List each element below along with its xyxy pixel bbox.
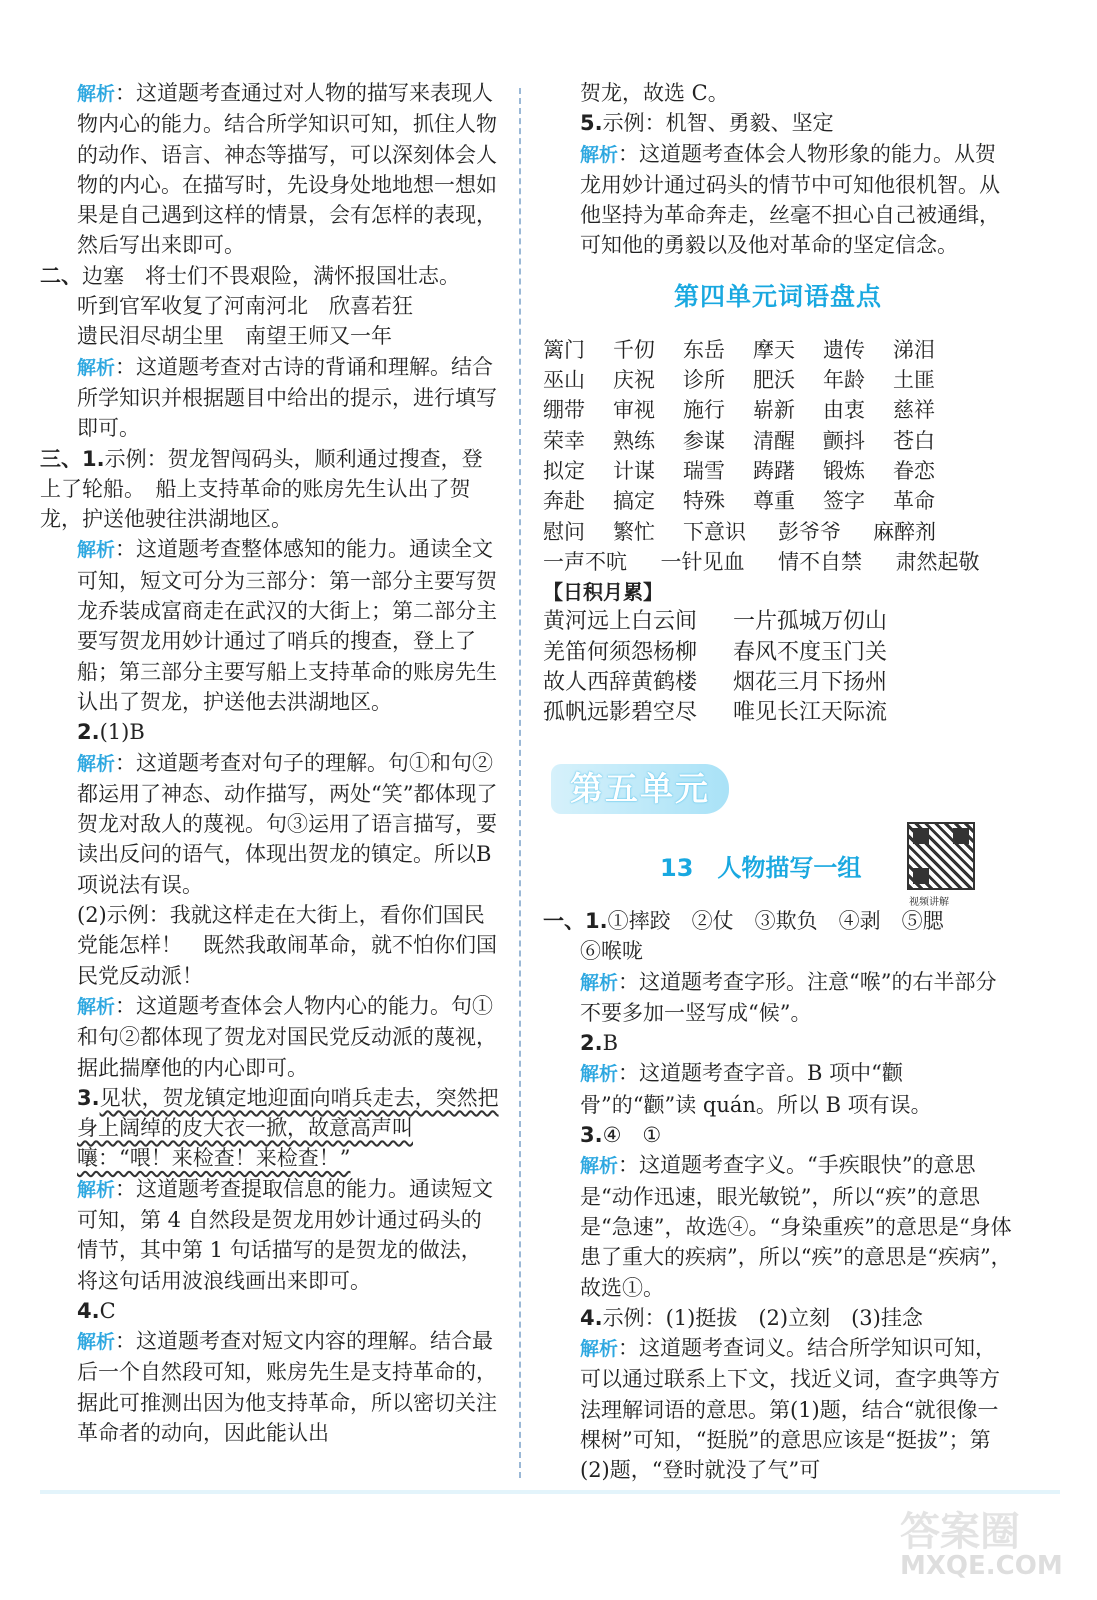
analysis-text: ：这道题考查字音。B 项中“颧骨”的“颧”读 quán。所以 B 项有误。: [580, 1061, 932, 1117]
analysis-paragraph: [40, 1326, 500, 1448]
word: 签字: [823, 489, 865, 514]
answer-text: 遗民泪尽胡尘里 南望王师又一年: [77, 324, 392, 349]
poem-line: [543, 698, 1013, 728]
analysis-paragraph: [40, 534, 500, 717]
word: 慈祥: [893, 398, 935, 423]
word: 奔赴: [543, 489, 585, 514]
analysis-paragraph: [40, 991, 500, 1083]
word: 尊重: [753, 489, 795, 514]
analysis-tag: 解析: [580, 1063, 619, 1086]
analysis-tag: 解析: [77, 83, 116, 105]
word: 荣幸: [543, 428, 585, 453]
analysis-text: ：这道题考查词义。结合所学知识可知，可以通过联系上下文，找近义词，查字典等方法理解词语的意思。第(1)题，结合“就很像一棵树”可知，“挺脱”的意思应该是“挺拔”；第(2)题，“登时就没了气”可: [580, 1336, 1000, 1483]
poem-verse: 黄河远上白云间: [543, 609, 698, 635]
poem-line: [543, 607, 1013, 637]
watermark-logo: [900, 1500, 1063, 1581]
answer-text: 边塞 将士们不畏艰险，满怀报国壮志。: [82, 263, 460, 288]
answer-text: 示例：机智、勇毅、坚定: [602, 111, 834, 136]
word: 革命: [893, 489, 935, 514]
lesson-name: 人物描写一组: [717, 854, 862, 882]
poem-verse: 春风不度玉门关: [733, 639, 888, 665]
word: 由衷: [823, 398, 865, 423]
word: 麻醉剂: [873, 519, 936, 544]
daily-accumulation-title: 【日积月累】: [543, 580, 663, 605]
question-2: [40, 717, 500, 747]
word: 审视: [613, 398, 655, 423]
watermark-text: 答案圈: [900, 1509, 1020, 1555]
analysis-text: ：这道题考查对古诗的背诵和理解。结合所学知识并根据题目中给出的提示，进行填写即可。: [77, 354, 497, 441]
word: 特殊: [683, 489, 725, 514]
poem-verse: 唯见长江天际流: [733, 700, 888, 726]
section-number: 一、: [543, 909, 585, 933]
word: 摩天: [753, 337, 795, 362]
question-number: 4.: [77, 1298, 100, 1323]
word-row: [543, 517, 1013, 547]
analysis-text: ：这道题考查提取信息的能力。通读短文可知，第 4 自然段是贺龙用妙计通过码头的情节，其中第 1 句话描写的是贺龙的做法，将这句话用波浪线画出来即可。: [77, 1176, 494, 1293]
lesson13-answers: [543, 906, 1013, 1486]
idiom-row: [543, 547, 1013, 577]
poem-verse: 一片孤城万仞山: [733, 609, 888, 635]
section-number: 三、: [40, 446, 82, 471]
analysis-paragraph: [40, 1174, 500, 1296]
word: 繁忙: [613, 519, 655, 544]
word: 肥沃: [753, 368, 795, 393]
answer-line: [40, 900, 500, 991]
word: 清醒: [753, 428, 795, 453]
word: 拟定: [543, 458, 585, 483]
answer-text: ④ ①: [602, 1123, 662, 1148]
word: 计谋: [613, 458, 655, 483]
column-divider: [519, 88, 521, 1478]
poem-line: [543, 668, 1013, 698]
analysis-text: ：这道题考查通过对人物的描写来表现人物内心的能力。结合所学知识可知，抓住人物的动作、语言、神态等描写，可以深刻体会人物的内心。在描写时，先设身处地地想一想如果是自己遇到这样的情景，会有怎样的表现，然后写出来即可。: [77, 81, 497, 258]
analysis-tag: 解析: [580, 971, 619, 994]
word: 颤抖: [823, 428, 865, 453]
analysis-tag: 解析: [77, 1331, 116, 1354]
word: 参谋: [683, 428, 725, 453]
word-row: [543, 486, 1013, 516]
analysis-text: ：这道题考查体会人物形象的能力。从贺龙用妙计通过码头的情节中可知他很机智。从他坚持为革命奔走，丝毫不担心自己被通缉，可知他的勇毅以及他对革命的坚定信念。: [580, 141, 1000, 258]
analysis-paragraph: [543, 1150, 1013, 1302]
word: 庆祝: [613, 368, 655, 393]
right-column: [543, 78, 1013, 729]
poem-list: [543, 607, 1013, 728]
answer-line: [543, 936, 1013, 966]
analysis-text: ：这道题考查体会人物内心的能力。句①和句②都体现了贺龙对国民党反动派的蔑视，据此揣摩他的内心即可。: [77, 993, 497, 1080]
analysis-text: ：这道题考查对短文内容的理解。结合最后一个自然段可知，账房先生是支持革命的，据此可推测出因为他支持革命，所以密切关注革命者的动向，因此能认出: [77, 1329, 497, 1446]
answer-text: (2)示例：我就这样走在大街上，看你们国民党能怎样！ 既然我敢闹革命，就不怕你们国民党反动派！: [77, 903, 497, 988]
analysis-tag: 解析: [580, 1338, 619, 1361]
wavy-underlined-answer: 见状，贺龙镇定地迎面向哨兵走去，突然把身上阔绰的皮大衣一掀，故意高声叫嚷：“喂！来检查！来检查！”: [77, 1085, 499, 1171]
word: 巫山: [543, 368, 585, 393]
question-number: 2.: [580, 1031, 603, 1056]
word: 东岳: [683, 337, 725, 362]
analysis-text: ：这道题考查字形。注意“喉”的右半部分不要多加一竖写成“候”。: [580, 969, 997, 1025]
word-row: [543, 456, 1013, 486]
analysis-paragraph: [543, 1058, 1013, 1120]
analysis-paragraph: [543, 139, 1013, 261]
word: 苍白: [893, 428, 935, 453]
question-4: [543, 1303, 1013, 1333]
word: 绷带: [543, 398, 585, 423]
analysis-tag: 解析: [77, 995, 116, 1018]
question-number: 1.: [585, 909, 608, 933]
word-row: [543, 395, 1013, 425]
watermark-url: MXQE.COM: [900, 1551, 1063, 1581]
analysis-tag: 解析: [77, 356, 116, 379]
poem-verse: 烟花三月下扬州: [733, 670, 888, 696]
answer-text: (1)B: [99, 720, 145, 745]
idiom: 肃然起敬: [895, 549, 980, 574]
left-column: [40, 78, 500, 1448]
word: 千仞: [613, 337, 655, 362]
analysis-tag: 解析: [77, 1178, 116, 1201]
answer-text: B: [602, 1031, 619, 1056]
lesson-title: [660, 848, 861, 883]
analysis-paragraph: [543, 1333, 1013, 1485]
word: 瑞雪: [683, 458, 725, 483]
question-5: [543, 108, 1013, 138]
word: 搞定: [613, 489, 655, 514]
word: 年龄: [823, 368, 865, 393]
lesson-number: 13: [660, 854, 694, 882]
answer-text: 示例：贺龙智闯码头，顺利通过搜查，登上了轮船。 船上支持革命的账房先生认出了贺龙，护送他驶往洪湖地区。: [40, 446, 483, 532]
answer-text: ⑥喉咙: [580, 939, 643, 964]
analysis-text: ：这道题考查对句子的理解。句①和句②都运用了神态、动作描写，两处“笑”都体现了贺龙对敌人的蔑视。句③运用了语言描写，要读出反问的语气，体现出贺龙的镇定。所以B项说法有误。: [77, 750, 498, 897]
question-number: 2.: [77, 720, 100, 745]
idiom: 一声不吭: [543, 549, 627, 574]
word: 涕泪: [893, 337, 935, 362]
question-number: 1.: [82, 446, 105, 471]
unit5-banner: 第五单元: [551, 764, 729, 814]
answer-text: 贺龙，故选 C。: [580, 81, 729, 105]
idiom: 一针见血: [660, 549, 745, 574]
analysis-tag: 解析: [77, 539, 116, 562]
unit4-word-review-title: 第四单元词语盘点: [673, 281, 882, 311]
analysis-text: ：这道题考查字义。“手疾眼快”的意思是“动作迅速，眼光敏锐”，所以“疾”的意思是“急速”，故选④。“身染重疾”的意思是“身体患了重大的疾病”，所以“疾”的意思是“疾病”，故选①。: [580, 1153, 1012, 1300]
answer-text: 听到官军收复了河南河北 欣喜若狂: [77, 294, 413, 319]
word: 遗传: [823, 337, 865, 362]
word-row: [543, 426, 1013, 456]
answer-text: 示例：(1)挺拔 (2)立刻 (3)挂念: [602, 1305, 923, 1330]
word-row: [543, 335, 1013, 365]
analysis-tag: 解析: [77, 752, 116, 775]
word-list: [543, 335, 1013, 577]
section-two: [40, 261, 500, 291]
answer-line: [40, 321, 500, 351]
analysis-paragraph: [543, 967, 1013, 1029]
word: 施行: [683, 398, 725, 423]
question-4: [40, 1296, 500, 1326]
poem-line: [543, 638, 1013, 668]
section-one-q1: [543, 906, 1013, 936]
word: 土匪: [893, 368, 935, 393]
poem-verse: 故人西辞黄鹤楼: [543, 670, 698, 696]
word: 崭新: [753, 398, 795, 423]
qr-label: 视频讲解: [909, 897, 949, 908]
word: 下意识: [683, 519, 746, 544]
word: 彭爷爷: [778, 519, 841, 544]
word: 熟练: [613, 428, 655, 453]
answer-text: ①摔跤 ②仗 ③欺负 ④剥 ⑤腮: [607, 909, 944, 933]
question-3: [543, 1120, 1013, 1150]
word: 锻炼: [823, 458, 865, 483]
continued-text: [543, 78, 1013, 108]
answer-line: [40, 291, 500, 321]
poem-verse: 孤帆远影碧空尽: [543, 700, 698, 726]
analysis-paragraph: [40, 78, 500, 261]
word-row: [543, 365, 1013, 395]
question-2: [543, 1028, 1013, 1058]
question-3: [40, 1083, 500, 1174]
analysis-text: ：这道题考查整体感知的能力。通读全文可知，短文可分为三部分：第一部分主要写贺龙乔装成富商走在武汉的大街上；第二部分主要写贺龙用妙计通过了哨兵的搜查，登上了船；第三部分主要写船上支持革命的账房先生认出了贺龙，护送他去洪湖地区。: [77, 537, 497, 714]
analysis-paragraph: [40, 352, 500, 444]
qr-code-icon[interactable]: [907, 822, 975, 890]
section-number: 二、: [40, 263, 82, 288]
analysis-tag: 解析: [580, 1155, 619, 1178]
word: 眷恋: [893, 458, 935, 483]
section-three-q1: [40, 444, 500, 535]
word: 慰问: [543, 519, 585, 544]
word: 篱门: [543, 337, 585, 362]
question-number: 3.: [77, 1085, 100, 1110]
page-footer-band: [40, 1490, 1060, 1494]
question-number: 4.: [580, 1305, 603, 1330]
word: 诊所: [683, 368, 725, 393]
analysis-tag: 解析: [580, 143, 619, 166]
analysis-paragraph: [40, 748, 500, 900]
question-number: 5.: [580, 111, 603, 136]
idiom: 情不自禁: [778, 549, 862, 574]
poem-verse: 羌笛何须怨杨柳: [543, 639, 698, 665]
word: 踌躇: [753, 458, 795, 483]
answer-text: C: [99, 1298, 116, 1323]
question-number: 3.: [580, 1123, 603, 1148]
